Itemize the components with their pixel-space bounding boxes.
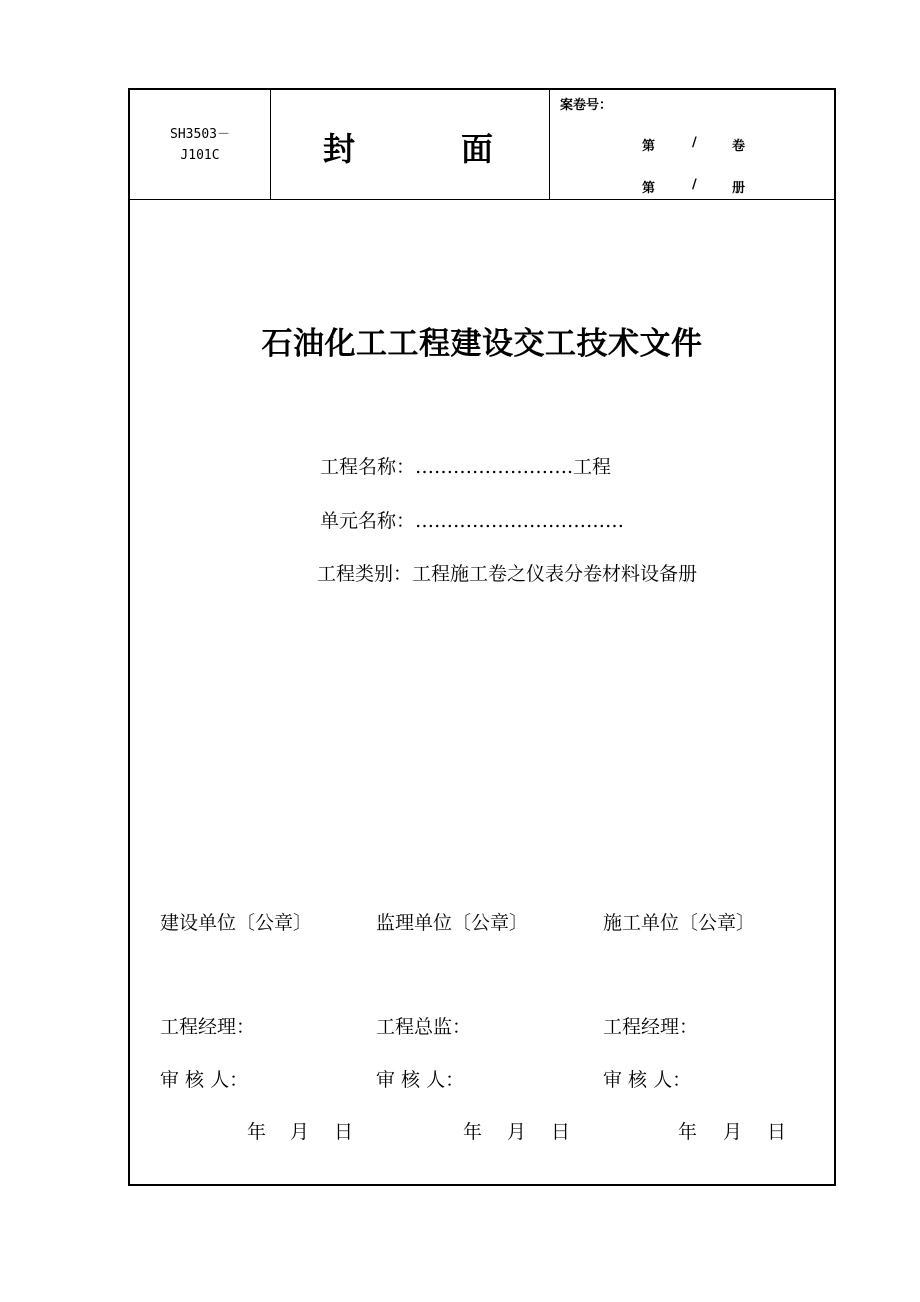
date-day: 日	[334, 1121, 354, 1143]
volume-suffix: 卷	[732, 139, 746, 154]
date-month: 月	[290, 1121, 310, 1143]
cover-title-char1: 封	[323, 130, 356, 168]
archive-number-label: 案卷号：	[560, 98, 613, 113]
date-month: 月	[723, 1121, 743, 1143]
standard-code-line1: SH3503－	[170, 126, 230, 142]
date-year: 年	[247, 1121, 267, 1143]
project-category-field: 工程类别：工程施工卷之仪表分卷材料设备册	[317, 563, 698, 585]
cover-title-char2: 面	[461, 130, 494, 168]
construction-unit-seal: 建设单位〔公章〕	[160, 912, 313, 934]
construction-reviewer-field: 审 核 人：	[160, 1069, 249, 1091]
unit-name-field: 单元名称：……………………………	[320, 510, 625, 532]
book-prefix: 第	[642, 181, 656, 196]
date-day: 日	[767, 1121, 787, 1143]
date-day: 日	[551, 1121, 571, 1143]
book-slash: /	[692, 177, 697, 192]
header-row	[130, 90, 834, 200]
archive-cell	[550, 90, 834, 199]
document-title: 石油化工工程建设交工技术文件	[261, 326, 703, 362]
contractor-manager-field: 工程经理：	[603, 1016, 699, 1038]
standard-code-line2: J101C	[180, 147, 220, 163]
supervision-unit-seal: 监理单位〔公章〕	[376, 912, 529, 934]
standard-code-cell	[130, 90, 271, 199]
volume-slash: /	[692, 135, 697, 150]
cover-frame	[128, 88, 836, 1186]
date-year: 年	[463, 1121, 483, 1143]
supervision-reviewer-field: 审 核 人：	[376, 1069, 465, 1091]
contractor-reviewer-field: 审 核 人：	[603, 1069, 692, 1091]
date-year: 年	[678, 1121, 698, 1143]
date-month: 月	[507, 1121, 527, 1143]
book-suffix: 册	[732, 181, 746, 196]
project-name-field: 工程名称：…………………….工程	[320, 456, 612, 478]
cover-title-cell	[271, 90, 550, 199]
construction-manager-field: 工程经理：	[160, 1016, 256, 1038]
supervision-director-field: 工程总监：	[376, 1016, 472, 1038]
contractor-unit-seal: 施工单位〔公章〕	[603, 912, 756, 934]
volume-prefix: 第	[642, 139, 656, 154]
